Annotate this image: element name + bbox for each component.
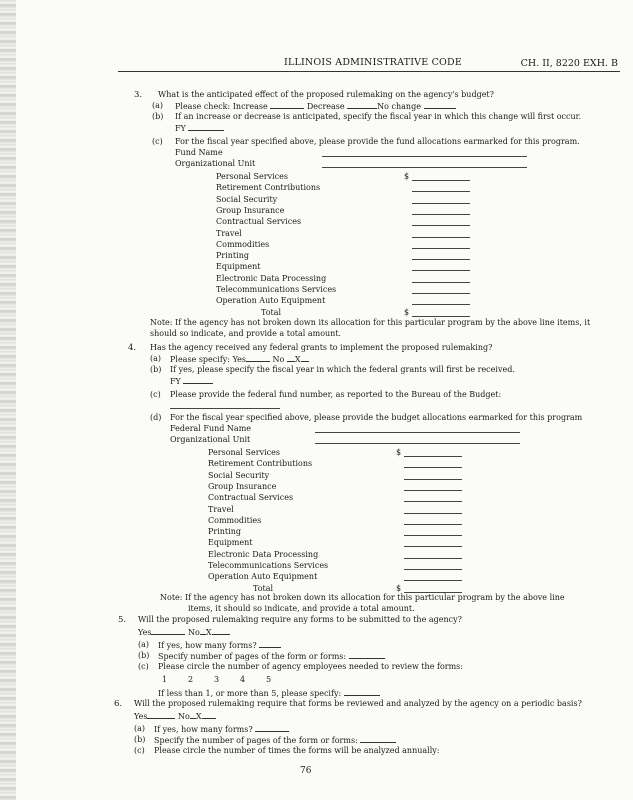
q3-line-item-label: Telecommunications Services <box>216 285 337 294</box>
decrease-field[interactable] <box>347 101 377 109</box>
q6b-text: Specify the number of pages of the form or forms: <box>154 736 358 745</box>
q5-scale-option[interactable]: 2 <box>188 675 194 684</box>
q3a-line <box>175 101 456 112</box>
q4-amount-field[interactable] <box>404 535 462 536</box>
q4-amount-field[interactable] <box>404 513 462 514</box>
q5-no-mark[interactable]: X <box>205 628 212 637</box>
q3-amount-field[interactable] <box>412 191 470 192</box>
q4-dollar-sign: $ <box>396 448 402 457</box>
q4-amount-field[interactable] <box>404 467 462 468</box>
q4a-text: Please specify: <box>170 355 231 364</box>
q4-line-item-label: Contractual Services <box>208 493 294 503</box>
header-section-ref: CH. II, 8220 EXH. B <box>520 58 618 69</box>
q3-fiscal-year-field[interactable] <box>188 123 224 131</box>
q6-no-label: No <box>177 712 190 721</box>
q6b-label: (b) <box>134 735 146 744</box>
q4-amount-field[interactable] <box>404 456 462 457</box>
q3-amount-field[interactable] <box>412 270 470 271</box>
q3-amount-field[interactable] <box>412 225 470 226</box>
q5-less-than-text: If less than 1, or more than 5, please specify: <box>158 689 342 698</box>
q4-question: Has the agency received any federal grants to implement the proposed rulemaking? <box>150 343 493 352</box>
q3-line-item-label: Travel <box>216 228 242 238</box>
q4a-no-label: No <box>272 355 285 364</box>
q5-scale-option[interactable]: 5 <box>266 675 272 684</box>
q3-amount-field[interactable] <box>412 259 470 260</box>
q4-line-item-label: Retirement Contributions <box>208 459 313 469</box>
q4a-yes-label: Yes <box>232 355 246 364</box>
q4-total-label: Total <box>253 583 274 593</box>
q3-line-item-label: Commodities <box>216 239 270 249</box>
q5a-text: If yes, how many forms? <box>158 641 257 650</box>
q3-fund-name-field[interactable] <box>322 156 527 157</box>
q4-line-item-label: Personal Services <box>208 448 280 457</box>
q3-line-item-label: Operation Auto Equipment <box>216 296 326 306</box>
q4b-fy-line <box>170 376 213 387</box>
q6-question: Will the proposed rulemaking require that forms be reviewed and analyzed by the agency on a periodic basis? <box>134 699 582 708</box>
q6-how-many-forms-field[interactable] <box>255 724 289 732</box>
q4-fiscal-year-field[interactable] <box>183 376 213 384</box>
q4-amount-field[interactable] <box>404 524 462 525</box>
q5-no-label: No <box>187 628 200 637</box>
q3-amount-field[interactable] <box>412 293 470 294</box>
q6-no-mark[interactable]: X <box>195 712 202 721</box>
q3-note-line2: should so indicate, and provide a total amount. <box>150 329 342 338</box>
q3b-fy-line <box>175 123 224 134</box>
page-number: 76 <box>300 766 312 776</box>
q6a-line <box>154 724 289 735</box>
q5-yes-no-line <box>138 627 230 638</box>
q3-amount-field[interactable] <box>412 214 470 215</box>
q3b-fy: FY <box>175 124 186 133</box>
q4d-text: For the fiscal year specified above, please provide the budget allocations earmarked for this program <box>170 413 583 422</box>
q3-amount-field[interactable] <box>412 304 470 305</box>
q3a-label: (a) <box>152 101 164 110</box>
q5-number: 5. <box>118 615 127 625</box>
q4b-label: (b) <box>150 365 162 374</box>
q6-yes-label: Yes <box>134 712 148 721</box>
q4-note-line2: items, it should so indicate, and provide a total amount. <box>188 604 415 613</box>
q4c-label: (c) <box>150 390 161 399</box>
q4-org-unit-field[interactable] <box>315 443 520 444</box>
q3-line-item-label: Electronic Data Processing <box>216 273 327 283</box>
q5-less-than-line <box>158 688 380 699</box>
q3-number: 3. <box>134 90 143 100</box>
q6-number: 6. <box>114 699 123 709</box>
q5b-text: Specify number of pages of the form or forms: <box>158 652 347 661</box>
q6c-text: Please circle the number of times the forms will be analyzed annually: <box>154 746 440 755</box>
q4-amount-field[interactable] <box>404 479 462 480</box>
q4-line-item-label: Telecommunications Services <box>208 561 329 570</box>
q5-no-blank-end <box>212 627 230 635</box>
q5-pages-field[interactable] <box>349 651 385 659</box>
q5-yes-field[interactable] <box>151 627 185 635</box>
q4d-label: (d) <box>150 413 162 422</box>
q3-amount-field[interactable] <box>412 180 470 181</box>
q4-line-item-label: Social Security <box>208 470 270 480</box>
q4b-fy: FY <box>170 377 181 386</box>
q6-pages-field[interactable] <box>360 735 396 743</box>
q3-amount-field[interactable] <box>412 248 470 249</box>
q4-fund-name-field[interactable] <box>315 432 520 433</box>
q4-fund-name-label: Federal Fund Name <box>170 424 252 433</box>
q4-no-blank-end <box>301 354 309 362</box>
q4a-label: (a) <box>150 354 162 363</box>
q4-amount-field[interactable] <box>404 569 462 570</box>
q3-total-dollar-sign: $ <box>404 307 410 317</box>
q3-total-field[interactable] <box>412 316 470 317</box>
q5b-line <box>158 651 385 662</box>
q4b-text: If yes, please specify the fiscal year in which the federal grants will first be received. <box>170 365 515 374</box>
q4a-line <box>170 354 309 365</box>
q5-yes-label: Yes <box>138 628 152 637</box>
q4-no-mark[interactable]: X <box>294 355 301 364</box>
header-code-title: ILLINOIS ADMINISTRATIVE CODE <box>284 57 462 68</box>
q6c-label: (c) <box>134 746 145 755</box>
q3-amount-field[interactable] <box>412 282 470 283</box>
q3c-label: (c) <box>152 137 163 146</box>
q4-yes-field[interactable] <box>246 354 270 362</box>
q6-no-blank-end <box>202 711 216 719</box>
q3-note-line1: Note: If the agency has not broken down its allocation for this particular program by the above line items, it <box>150 318 591 327</box>
q4-line-item-label: Travel <box>208 504 234 514</box>
increase-field[interactable] <box>270 101 304 109</box>
q3a-decrease: Decrease <box>306 102 345 111</box>
q3c-text: For the fiscal year specified above, please provide the fund allocations earmarked for this program. <box>175 137 580 146</box>
q3-amount-field[interactable] <box>412 237 470 238</box>
q4-amount-field[interactable] <box>404 580 462 581</box>
q3a-nochange: No change <box>377 102 421 111</box>
q6b-line <box>154 735 396 746</box>
q3a-text: Please check: Increase <box>175 102 268 111</box>
q4-line-item-label: Electronic Data Processing <box>208 549 319 559</box>
q6a-label: (a) <box>134 724 146 733</box>
q4-total-dollar-sign: $ <box>396 583 402 593</box>
q5-scale-option[interactable]: 3 <box>214 675 220 684</box>
q5c-label: (c) <box>138 662 149 671</box>
q3-question: What is the anticipated effect of the proposed rulemaking on the agency's budget? <box>158 90 494 99</box>
q3-fund-name-label: Fund Name <box>175 148 223 157</box>
q6a-text: If yes, how many forms? <box>154 725 253 734</box>
q4-fund-number-field[interactable] <box>170 408 280 409</box>
q4-amount-field[interactable] <box>404 490 462 491</box>
q5b-label: (b) <box>138 651 150 660</box>
q4-line-item-label: Printing <box>208 527 241 537</box>
q5-how-many-forms-field[interactable] <box>259 640 281 648</box>
q6-yes-no-line <box>134 711 216 722</box>
q4-amount-field[interactable] <box>404 501 462 502</box>
q3-org-unit-label: Organizational Unit <box>175 159 256 168</box>
q4-no-blank <box>287 354 295 362</box>
q4-amount-field[interactable] <box>404 546 462 547</box>
q5-scale-option[interactable]: 1 <box>162 675 168 684</box>
q4-line-item-label: Group Insurance <box>208 481 277 491</box>
no-change-field[interactable] <box>424 101 456 109</box>
q4-line-item-label: Commodities <box>208 515 262 525</box>
q5a-label: (a) <box>138 640 150 649</box>
q3-line-item-label: Retirement Contributions <box>216 183 321 193</box>
q5-scale-option[interactable]: 4 <box>240 675 246 684</box>
q3-org-unit-field[interactable] <box>322 167 527 168</box>
q3-amount-field[interactable] <box>412 203 470 204</box>
q5-specify-field[interactable] <box>344 688 380 696</box>
q4-org-unit-label: Organizational Unit <box>170 435 251 444</box>
q3-line-item-label: Social Security <box>216 194 278 204</box>
q5a-line <box>158 640 281 651</box>
q3-line-item-label: Equipment <box>216 262 261 272</box>
q3b-text: If an increase or decrease is anticipated, specify the fiscal year in which this change will first occur. <box>175 112 582 121</box>
q3-line-item-label: Personal Services <box>216 172 288 181</box>
q4-line-item-label: Operation Auto Equipment <box>208 572 318 582</box>
q3-line-item-label: Printing <box>216 251 249 261</box>
q3-line-item-label: Group Insurance <box>216 205 285 215</box>
q4-line-item-label: Equipment <box>208 538 253 548</box>
q3-total-label: Total <box>261 307 282 317</box>
q4c-text: Please provide the federal fund number, as reported to the Bureau of the Budget: <box>170 390 502 399</box>
q3-dollar-sign: $ <box>404 172 410 181</box>
q3-line-item-label: Contractual Services <box>216 217 302 227</box>
q4-number: 4. <box>128 343 137 353</box>
q5-question: Will the proposed rulemaking require any forms to be submitted to the agency? <box>138 615 462 624</box>
q6-yes-field[interactable] <box>147 711 175 719</box>
q4-note-line1: Note: If the agency has not broken down its allocation for this particular program by the above line <box>160 593 565 602</box>
q5c-text: Please circle the number of agency employees needed to review the forms: <box>158 662 463 671</box>
q4-amount-field[interactable] <box>404 558 462 559</box>
q3b-label: (b) <box>152 112 164 121</box>
